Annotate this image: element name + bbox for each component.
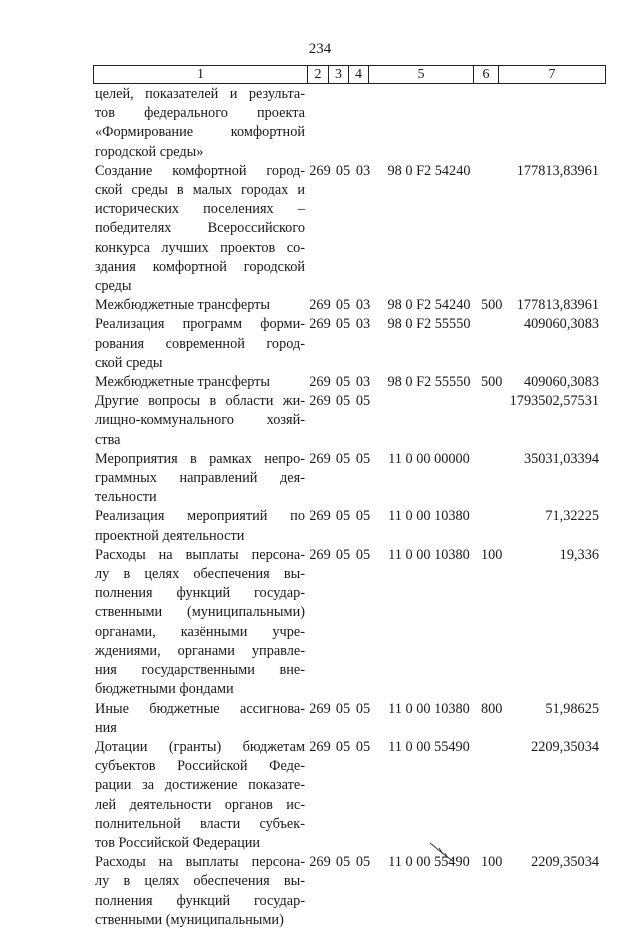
cell-c3: 05 (335, 162, 351, 179)
cell-c7: 409060,3083 (523, 316, 599, 333)
cell-c3: 05 (335, 297, 351, 314)
cell-c6: 100 (481, 546, 503, 563)
cell-c7: 51,98625 (545, 700, 599, 717)
cell-c6 (481, 738, 509, 853)
cell-c4: 03 (355, 162, 371, 179)
cell-c4: 03 (355, 316, 371, 333)
cell-c5: 11 0 00 55490 (388, 854, 470, 871)
description-line: здания комфортной городской (95, 258, 305, 275)
description-line: исторических поселениях – (95, 201, 305, 218)
description-line: полнения функций государ- (95, 585, 305, 602)
row-description (95, 392, 305, 450)
cell-c3: 05 (335, 393, 351, 410)
cell-c7: 71,32225 (545, 508, 599, 525)
cell-c7: 409060,3083 (523, 374, 599, 391)
cell-c2: 269 (309, 297, 331, 314)
description-line: ской среды (95, 354, 163, 371)
row-description (95, 85, 305, 162)
description-line: лу в целях обеспечения вы- (95, 566, 305, 583)
cell-c4: 05 (355, 393, 371, 410)
cell-c7: 177813,83961 (516, 162, 599, 179)
description-line: рования современной город- (95, 335, 305, 352)
cell-c5: 98 0 F2 55550 (387, 374, 471, 391)
cell-c4: 05 (355, 700, 371, 717)
row-description (95, 738, 305, 853)
cell-c6 (481, 450, 509, 508)
description-line: ственными (муниципальными) (95, 604, 305, 621)
description-line: проектной деятельности (95, 527, 245, 544)
table-row (95, 450, 605, 508)
cell-c3: 05 (335, 546, 351, 563)
description-line: «Формирование комфортной (95, 124, 305, 141)
description-line: Мероприятия в рамках непро- (95, 450, 305, 467)
description-line: Дотации (гранты) бюджетам (95, 738, 305, 755)
cell-c3: 05 (335, 316, 351, 333)
table-body (95, 85, 605, 930)
cell-c5: 11 0 00 10380 (388, 508, 470, 525)
cell-c7 (509, 85, 599, 162)
description-line: тельности (95, 489, 157, 506)
description-line: ния (95, 719, 117, 736)
cell-c6 (481, 85, 509, 162)
table-header (93, 65, 606, 84)
cell-c4: 05 (355, 738, 371, 755)
table-row (95, 315, 605, 373)
cell-c4: 03 (355, 374, 371, 391)
cell-c7: 35031,03394 (523, 450, 599, 467)
description-line: граммных направлений дея- (95, 470, 305, 487)
cell-c2: 269 (309, 546, 331, 563)
description-line: ния государственными вне- (95, 662, 305, 679)
handwritten-mark-icon (427, 840, 457, 865)
description-line: конкурса лучших проектов со- (95, 239, 305, 256)
cell-c3 (333, 85, 353, 162)
cell-c2: 269 (309, 162, 331, 179)
cell-c2 (305, 85, 333, 162)
cell-c5: 11 0 00 10380 (388, 700, 470, 717)
cell-c6 (481, 315, 509, 373)
table-row (95, 853, 605, 930)
description-line: полнительной власти субъек- (95, 815, 305, 832)
cell-c7: 2209,35034 (531, 738, 599, 755)
cell-c2: 269 (309, 393, 331, 410)
table-row (95, 507, 605, 545)
cell-c5: 11 0 00 55490 (388, 738, 470, 755)
header-col-6: 6 (474, 66, 499, 83)
table-row (95, 296, 605, 315)
header-col-4: 4 (349, 66, 369, 83)
description-line: победителях Всероссийского (95, 220, 305, 237)
cell-c2: 269 (309, 738, 331, 755)
cell-c5: 98 0 F2 55550 (387, 316, 471, 333)
row-description (95, 315, 305, 373)
cell-c5: 98 0 F2 54240 (387, 162, 471, 179)
description-line: целей, показателей и результа- (95, 86, 305, 102)
description-line: Реализация мероприятий по (95, 508, 305, 525)
cell-c6: 100 (481, 854, 503, 871)
description-line: Создание комфортной город- (95, 162, 305, 179)
cell-c2: 269 (309, 700, 331, 717)
table-row (95, 738, 605, 853)
header-col-3: 3 (329, 66, 349, 83)
row-description (95, 507, 305, 545)
row-description (95, 296, 305, 315)
cell-c5: 98 0 F2 54240 (387, 297, 471, 314)
description-line: ственными (муниципальными) (95, 911, 284, 928)
row-description (95, 546, 305, 700)
description-line: ской среды в малых городах и (95, 182, 305, 199)
row-description (95, 853, 305, 930)
cell-c5: 11 0 00 10380 (388, 546, 470, 563)
cell-c4: 05 (355, 854, 371, 871)
table-row (95, 85, 605, 162)
description-line: субъектов Российской Феде- (95, 758, 305, 775)
header-col-5: 5 (369, 66, 474, 83)
row-description (95, 700, 305, 738)
description-line: Межбюджетные трансферты (95, 374, 271, 391)
cell-c7: 177813,83961 (516, 297, 599, 314)
description-line: ждениями, органами управле- (95, 642, 305, 659)
cell-c6: 800 (481, 700, 503, 717)
cell-c2: 269 (309, 316, 331, 333)
cell-c5 (373, 85, 481, 162)
description-line: среды (95, 278, 132, 295)
description-line: тов Российской Федерации (95, 834, 261, 851)
table-row (95, 392, 605, 450)
description-line: Расходы на выплаты персона- (95, 546, 305, 563)
page-number: 234 (308, 41, 332, 57)
cell-c6: 500 (481, 297, 503, 314)
cell-c2: 269 (309, 374, 331, 391)
cell-c4: 03 (355, 297, 371, 314)
cell-c7: 19,336 (559, 546, 599, 563)
description-line: органами, казёнными учре- (95, 623, 305, 640)
description-line: Реализация программ форми- (95, 316, 305, 333)
header-col-1: 1 (94, 66, 308, 83)
description-line: лу в целях обеспечения вы- (95, 873, 305, 890)
description-line: Межбюджетные трансферты (95, 297, 271, 314)
row-description (95, 373, 305, 392)
cell-c2: 269 (309, 450, 331, 467)
description-line: городской среды» (95, 143, 204, 160)
cell-c6 (481, 507, 509, 545)
cell-c5: 11 0 00 00000 (388, 450, 470, 467)
description-line: рации за достижение показате- (95, 777, 305, 794)
cell-c3: 05 (335, 374, 351, 391)
table-row (95, 546, 605, 700)
cell-c2: 269 (309, 854, 331, 871)
table-row (95, 373, 605, 392)
cell-c3: 05 (335, 854, 351, 871)
description-line: Иные бюджетные ассигнова- (95, 700, 305, 717)
description-line: лей деятельности органов ис- (95, 796, 305, 813)
cell-c6 (481, 162, 509, 296)
description-line: полнения функций государ- (95, 892, 305, 909)
header-col-2: 2 (308, 66, 329, 83)
cell-c4: 05 (355, 450, 371, 467)
cell-c4 (353, 85, 373, 162)
description-line: Другие вопросы в области жи- (95, 393, 305, 410)
description-line: Расходы на выплаты персона- (95, 854, 305, 871)
cell-c3: 05 (335, 450, 351, 467)
table-row (95, 700, 605, 738)
cell-c4: 05 (355, 508, 371, 525)
cell-c2: 269 (309, 508, 331, 525)
cell-c3: 05 (335, 700, 351, 717)
header-col-7: 7 (548, 67, 556, 82)
table-row (95, 162, 605, 296)
cell-c6 (481, 392, 509, 450)
cell-c5 (373, 392, 481, 450)
description-line: лищно-коммунального хозяй- (95, 412, 305, 429)
cell-c7: 2209,35034 (531, 854, 599, 871)
description-line: тов федерального проекта (95, 105, 305, 122)
cell-c7: 1793502,57531 (509, 393, 599, 410)
description-line: ства (95, 431, 121, 448)
cell-c6: 500 (481, 374, 503, 391)
cell-c3: 05 (335, 508, 351, 525)
cell-c3: 05 (335, 738, 351, 755)
description-line: бюджетными фондами (95, 681, 234, 698)
cell-c4: 05 (355, 546, 371, 563)
row-description (95, 450, 305, 508)
row-description (95, 162, 305, 296)
